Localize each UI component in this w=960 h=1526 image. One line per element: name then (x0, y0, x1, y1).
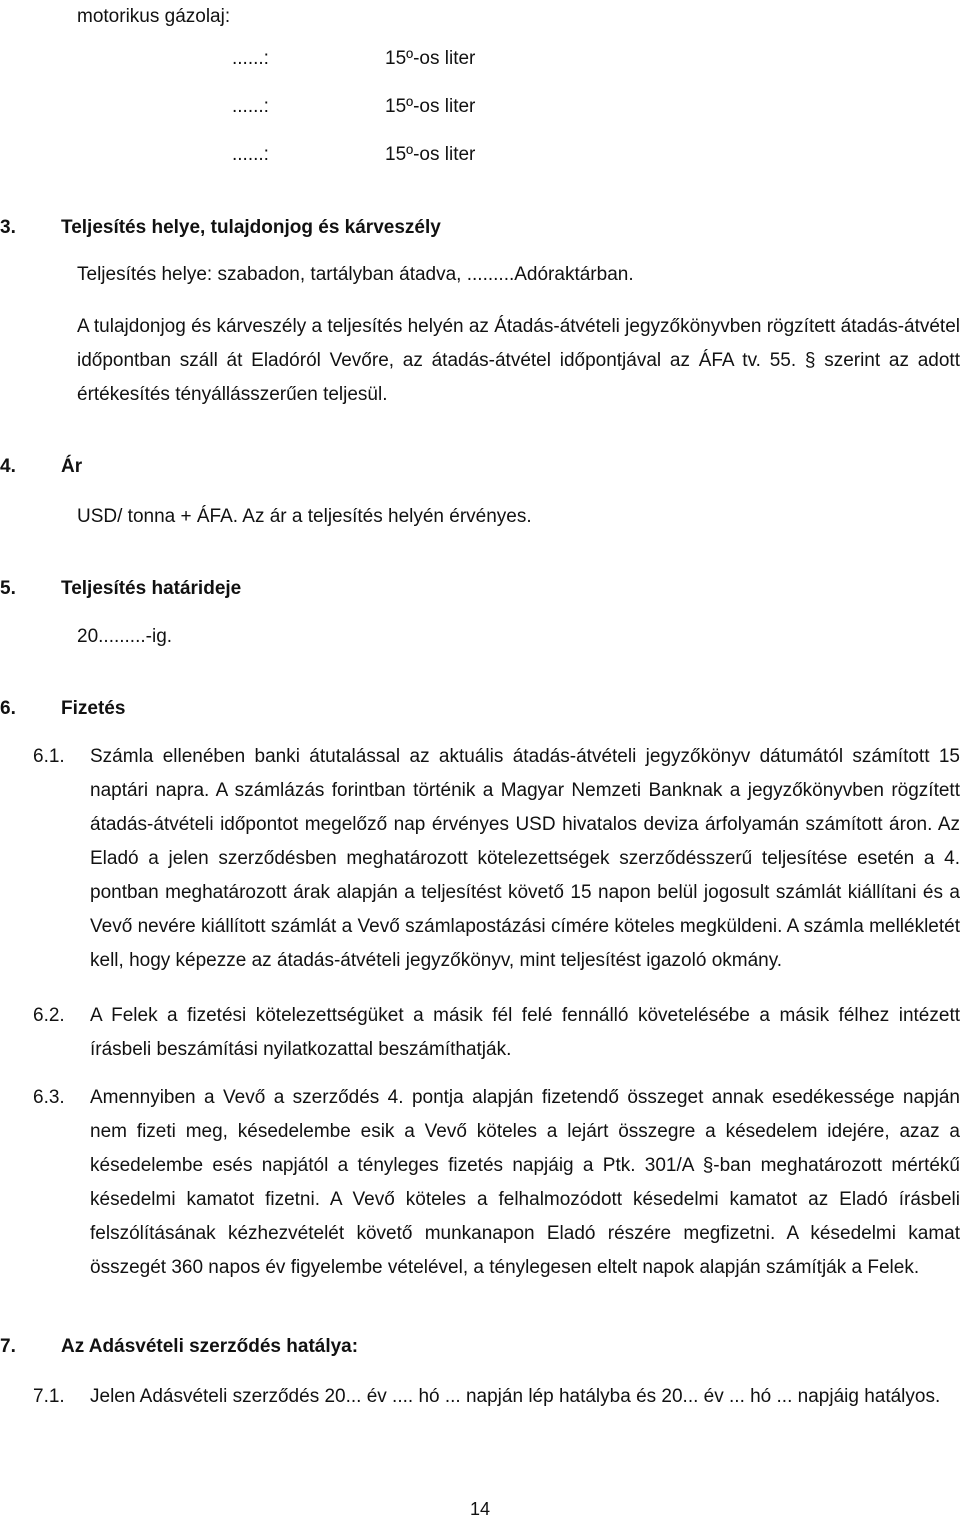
section-5-deadline: 20.........-ig. (77, 626, 173, 647)
section-5-title: Teljesítés határideje (61, 578, 242, 599)
section-6-title: Fizetés (61, 698, 126, 719)
clause-number: 6.2. (33, 1005, 65, 1026)
section-6-number: 6. (0, 698, 16, 719)
clause-text: A Felek a fizetési kötelezettségüket a másik fél felé fennálló követelésébe a másik félhez intézett írásbeli beszámítási nyilatkozattal beszámíthatják. (90, 1005, 960, 1060)
clause-text: Számla ellenében banki átutalással az aktuális átadás-átvételi jegyzőkönyv dátumától számított 15 naptári napra. A számlázás forintban történik a Magyar Nemzeti Banknak a jegyzőkönyvben rögzített átadás-átvételi időpontot megelőző nap érvényes USD hivatalos deviza árfolyamán számított áron. Az Eladó a jelen szerződésben meghatározott kötelezettségek szerződésszerű teljesítése esetén a 4. pontban meghatározott árak alapján a teljesítést követő 15 napon belül jogosult számlát kiállítani és a Vevő nevére kiállított számlát a Vevő számlapostázási címére köteles megküldeni. A számla mellékletét kell, hogy képezze az átadás-átvételi jegyzőkönyv, mint teljesítést igazoló okmány. (90, 746, 960, 971)
clause-text: Jelen Adásvételi szerződés 20... év .... hó ... napján lép hatályba és 20... év ... hó ... napjáig hatályos. (90, 1386, 941, 1407)
section-3-title: Teljesítés helye, tulajdonjog és kárveszély (61, 217, 441, 238)
section-3-place: Teljesítés helye: szabadon, tartályban átadva, .........Adóraktárban. (77, 264, 634, 285)
fuel-row (0, 42, 600, 76)
clause-text: Amennyiben a Vevő a szerződés 4. pontja alapján fizetendő összeget annak esedékessége napján nem fizeti meg, késedelembe esik a Vevő köteles a lejárt összegre a késedelem idejére, azaz a késedelembe esés napjától a tényleges fizetés napjáig a Ptk. 301/A §-ban meghatározott mértékű késedelmi kamatot fizetni. A Vevő köteles a felhalmozódott késedelmi kamatot az Eladó írásbeli felszólításának kézhezvételét követő munkanapon Eladó részére megfizetni. A késedelmi kamat összegét 360 napos év figyelembe vételével, a ténylegesen eltelt napok alapján számítják a Felek. (90, 1087, 960, 1278)
fuel-dots: ......: (232, 144, 269, 165)
fuel-dots: ......: (232, 48, 269, 69)
section-3-paragraph: A tulajdonjog és kárveszély a teljesítés helyén az Átadás-átvételi jegyzőkönyvben rögzített átadás-átvétel időpontban száll át Eladóról Vevőre, az átadás-átvétel időpontjával az ÁFA tv. 55. § szerint az adott értékesítés tényállásszerűen teljesül. (77, 316, 960, 405)
section-7-number: 7. (0, 1336, 16, 1357)
clause-number: 7.1. (33, 1386, 65, 1407)
section-3-number: 3. (0, 217, 16, 238)
fuel-dots: ......: (232, 96, 269, 117)
fuel-unit: 15º-os liter (385, 96, 476, 117)
clause-number: 6.1. (33, 746, 65, 767)
fuel-unit: 15º-os liter (385, 48, 476, 69)
fuel-row (0, 90, 600, 124)
section-5-number: 5. (0, 578, 16, 599)
clause-number: 6.3. (33, 1087, 65, 1108)
section-4-price: USD/ tonna + ÁFA. Az ár a teljesítés helyén érvényes. (77, 506, 532, 527)
section-4-title: Ár (61, 456, 83, 477)
fuel-unit: 15º-os liter (385, 144, 476, 165)
fuel-row (0, 138, 600, 172)
section-7-title: Az Adásvételi szerződés hatálya: (61, 1336, 359, 1357)
page-number: 14 (469, 1499, 491, 1519)
section-4-number: 4. (0, 456, 16, 477)
header-line: motorikus gázolaj: (77, 6, 231, 27)
